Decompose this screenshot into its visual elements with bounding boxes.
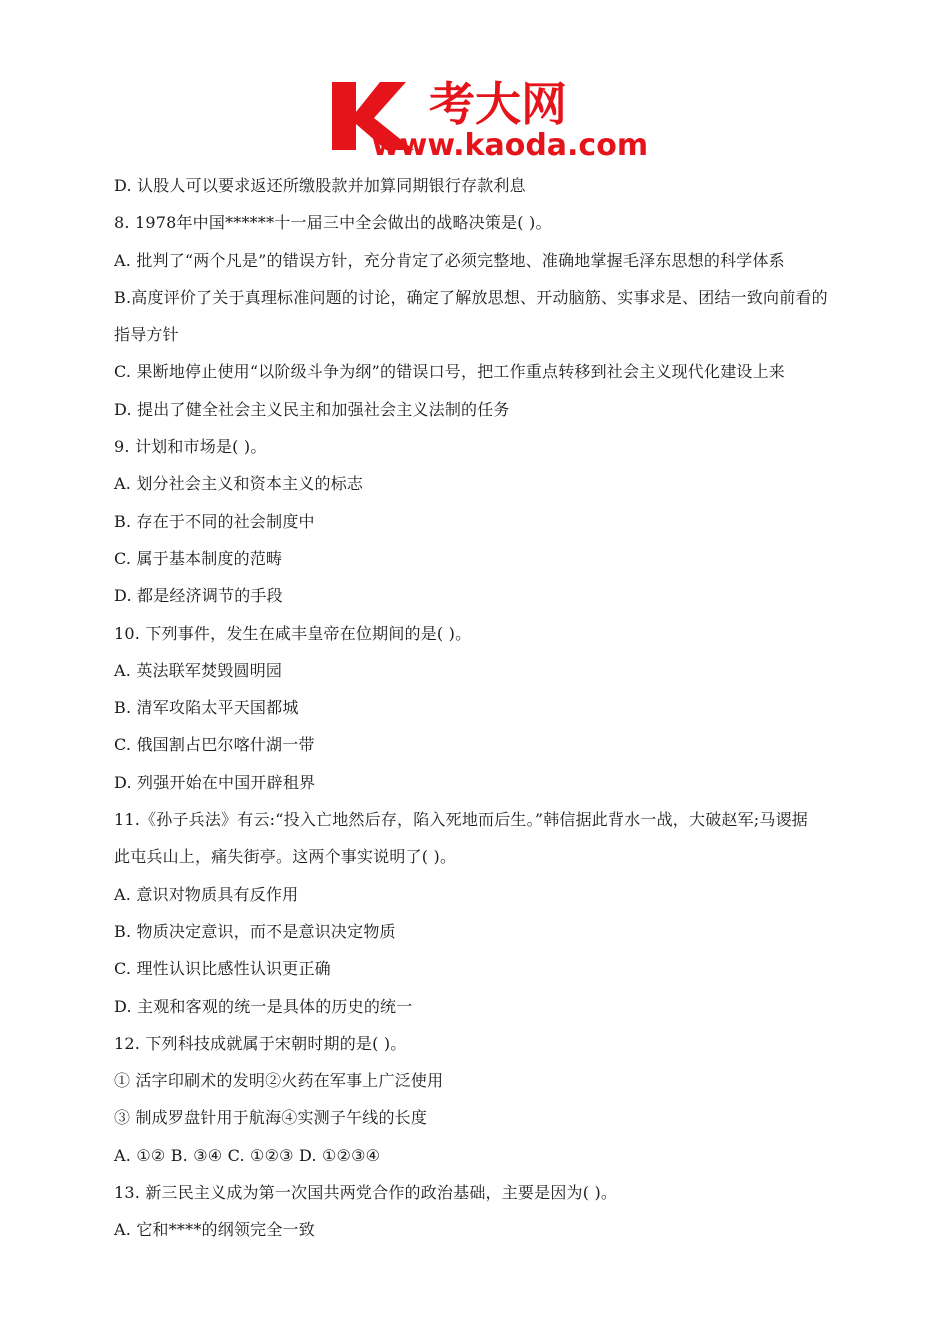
answer-option: C. 俄国割占巴尔喀什湖一带 — [114, 735, 315, 755]
question-12-item: ③ 制成罗盘针用于航海④实测子午线的长度 — [114, 1108, 428, 1128]
question-12-item: ① 活字印刷术的发明②火药在军事上广泛使用 — [114, 1071, 444, 1091]
document-body — [114, 167, 844, 1249]
kaoda-logo — [328, 78, 648, 162]
logo-brand-cn: 考大网 — [429, 78, 567, 131]
answer-option: B. 清军攻陷太平天国都城 — [114, 698, 299, 718]
question-12: 12. 下列科技成就属于宋朝时期的是( )。 — [114, 1033, 407, 1053]
answer-option: A. 英法联军焚毁圆明园 — [114, 660, 283, 680]
question-8: 8. 1978年中国******十一届三中全会做出的战略决策是( )。 — [114, 213, 552, 233]
answer-option: D. 认股人可以要求返还所缴股款并加算同期银行存款利息 — [114, 176, 526, 195]
question-9: 9. 计划和市场是( )。 — [114, 437, 267, 457]
answer-option: B. 物质决定意识，而不是意识决定物质 — [114, 921, 396, 941]
logo-brand-url: www.kaoda.com — [371, 128, 648, 162]
answer-option: C. 果断地停止使用“以阶级斗争为纲”的错误口号，把工作重点转移到社会主义现代化建设上来 — [114, 362, 786, 382]
answer-option: D. 都是经济调节的手段 — [114, 586, 283, 606]
answer-option: C. 理性认识比感性认识更正确 — [114, 959, 331, 979]
answer-options: A. ①② B. ③④ C. ①②③ D. ①②③④ — [114, 1145, 381, 1165]
answer-option: D. 主观和客观的统一是具体的历史的统一 — [114, 996, 413, 1016]
kaoda-logo-graphic — [328, 78, 648, 162]
answer-option: B.高度评价了关于真理标准问题的讨论，确定了解放思想、开动脑筋、实事求是、团结一致向前看的 — [114, 287, 828, 307]
answer-option: A. 它和****的纲领完全一致 — [114, 1220, 315, 1240]
question-13: 13. 新三民主义成为第一次国共两党合作的政治基础，主要是因为( )。 — [114, 1183, 618, 1203]
answer-option: A. 意识对物质具有反作用 — [114, 884, 299, 904]
answer-option: C. 属于基本制度的范畴 — [114, 548, 283, 568]
answer-option: A. 批判了“两个凡是”的错误方针，充分肯定了必须完整地、准确地掌握毛泽东思想的科学体系 — [114, 250, 785, 270]
answer-option: D. 提出了健全社会主义民主和加强社会主义法制的任务 — [114, 399, 510, 419]
question-11-continuation: 此屯兵山上，痛失街亭。这两个事实说明了( )。 — [114, 847, 457, 867]
answer-option: B. 存在于不同的社会制度中 — [114, 511, 315, 531]
answer-option-continuation: 指导方针 — [114, 325, 179, 345]
answer-option: D. 列强开始在中国开辟租界 — [114, 772, 316, 792]
answer-option: A. 划分社会主义和资本主义的标志 — [114, 474, 364, 494]
question-10: 10. 下列事件，发生在咸丰皇帝在位期间的是( )。 — [114, 623, 472, 643]
question-11: 11.《孙子兵法》有云:“投入亡地然后存，陷入死地而后生。”韩信据此背水一战，大破赵军;马谡据 — [114, 810, 808, 830]
